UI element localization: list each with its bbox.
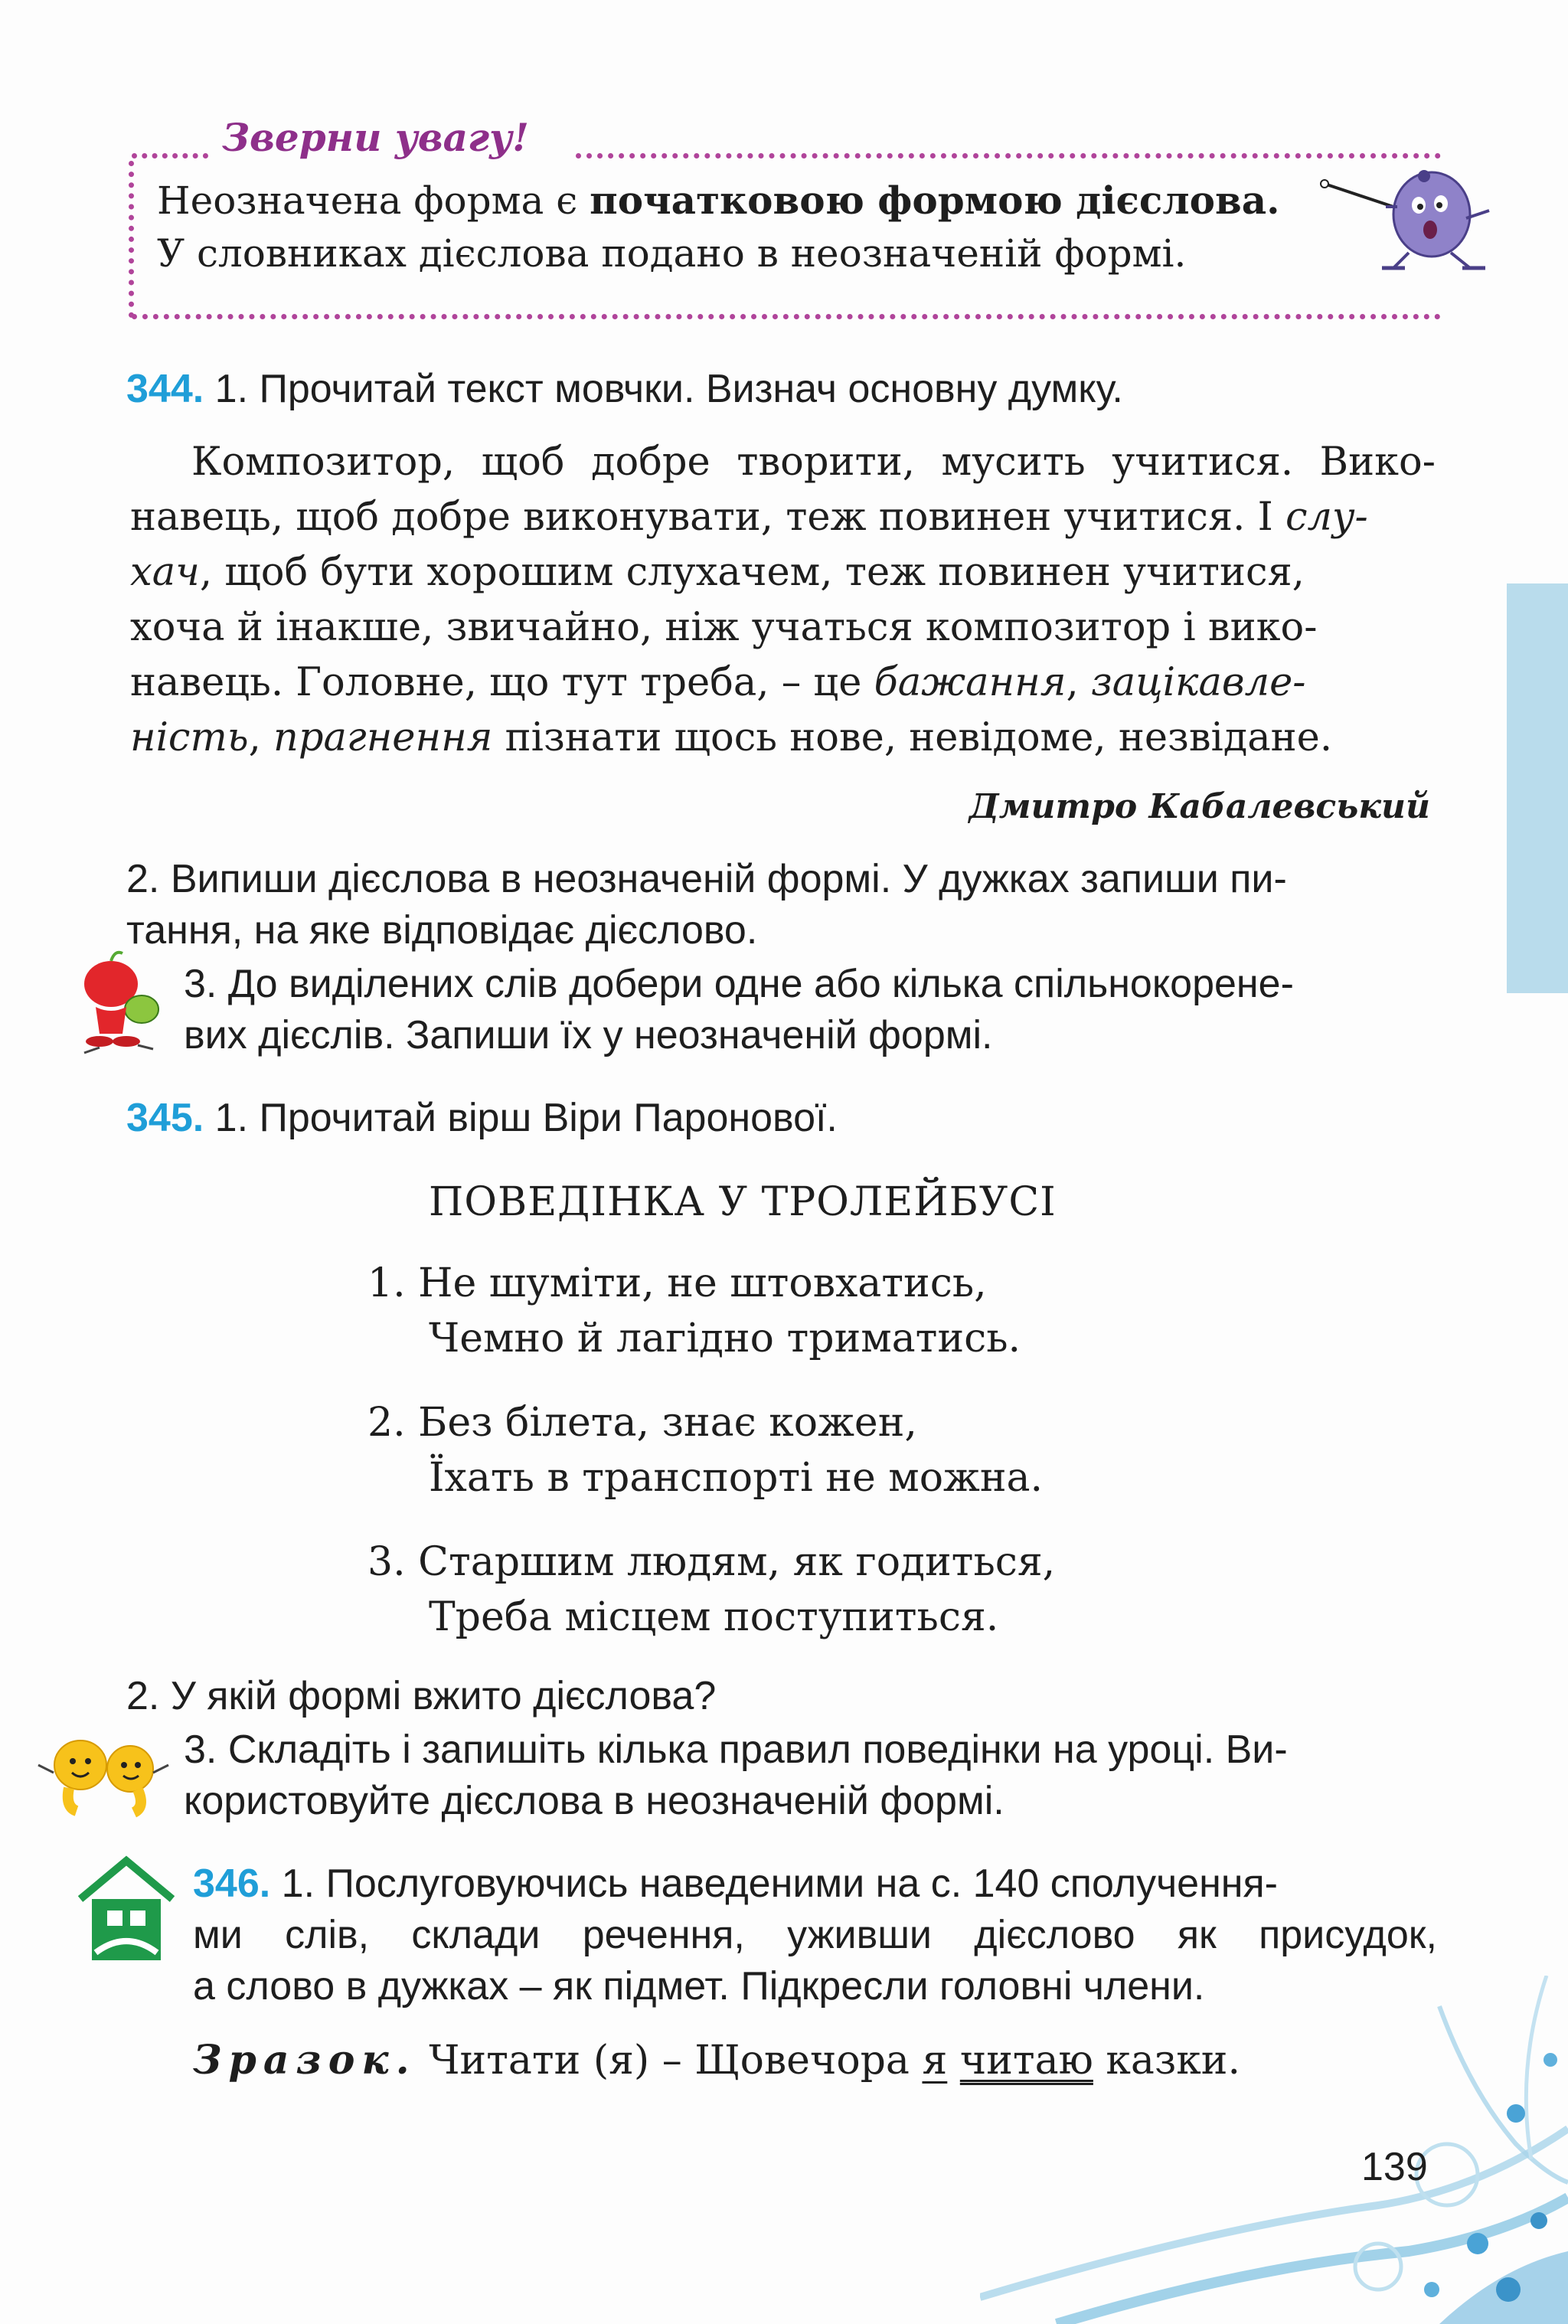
exercise-number: 344. (126, 367, 204, 411)
attention-border-bottom (132, 314, 1441, 319)
attention-border-left (129, 161, 134, 318)
exercise-346-task-1-line-3: а слово в дужках – як підмет. Підкресли головні члени. (193, 1964, 1205, 2009)
poem-title: ПОВЕДІНКА У ТРОЛЕЙБУСІ (429, 1179, 1057, 1225)
text-line: навець, щоб добре виконувати, теж повинен учитися. І слу- (130, 495, 1368, 540)
stanza-number: 3. (368, 1539, 406, 1585)
attention-title: Зверни увагу! (222, 115, 530, 160)
pointer-character-icon (1317, 153, 1516, 283)
exercise-344-task-2-line-1: 2. Випиши дієслова в неозначеній формі. У дужках запиши пи- (126, 857, 1287, 901)
task-text: 1. Прочитай вірш Віри Паронової. (214, 1096, 838, 1140)
attention-rule-line-2: У словниках дієслова подано в неозначеній формі. (157, 231, 1187, 276)
poem-stanza-2 (368, 1395, 1043, 1505)
attention-rule-line-1 (157, 178, 1280, 223)
poem-stanza-1 (368, 1256, 1021, 1366)
exercise-344-task-1 (126, 366, 1123, 412)
floral-corner-decoration-icon (980, 1976, 1568, 2324)
exercise-344-text (130, 435, 1436, 766)
sample-label: Зразок. (193, 2037, 416, 2084)
text-line: навець. Головне, що тут треба, – це бажання, зацікавле- (130, 660, 1306, 705)
text-line: хач, щоб бути хорошим слухачем, теж повинен учитися, (130, 550, 1305, 595)
stanza-number: 1. (368, 1260, 406, 1306)
sample-text: казки. (1093, 2038, 1240, 2084)
text-line: хоча й інакше, звичайно, ніж учаться композитор і вико- (130, 605, 1318, 650)
attention-border-top-right (576, 153, 1441, 159)
poem-line: Чемно й лагідно триматись. (429, 1316, 1021, 1361)
task-text: 1. Послуговуючись наведеними на с. 140 сполучення- (281, 1861, 1278, 1906)
exercise-345-task-1 (126, 1095, 838, 1141)
page-number: 139 (1361, 2145, 1428, 2189)
exercise-345-task-2: 2. У якій формі вжито дієслова? (126, 1674, 717, 1718)
exercise-345-task-3-line-2: користовуйте дієслова в неозначеній формі. (184, 1779, 1004, 1823)
poem-line: Старшим людям, як годиться, (418, 1539, 1056, 1585)
poem-line: Треба місцем поступиться. (429, 1594, 999, 1640)
task-text: 1. Прочитай текст мовчки. Визнач основну думку. (214, 367, 1123, 411)
sample-predicate: читаю (959, 2038, 1093, 2084)
poem-line: Не шуміти, не штовхатись, (418, 1260, 987, 1306)
author-signature: Дмитро Кабалевський (969, 787, 1430, 826)
homework-house-icon (73, 1853, 180, 1968)
exercise-346-task-1-line-1 (193, 1861, 1278, 1907)
exercise-346-task-1-line-2: ми слів, склади речення, уживши дієслово як присудок, (193, 1913, 1437, 1957)
apple-character-icon (69, 950, 176, 1064)
sample-text: Читати (я) – Щовечора (416, 2038, 923, 2084)
exercise-344-task-3-line-1: 3. До виділених слів добери одне або кілька спільнокорене- (184, 962, 1294, 1006)
text-line: Композитор, щоб добре творити, мусить учитися. Вико- (191, 440, 1436, 485)
poem-line: Без білета, знає кожен, (418, 1400, 917, 1446)
pair-characters-icon (23, 1727, 176, 1826)
exercise-number: 345. (126, 1096, 204, 1140)
exercise-344-task-3-line-2: вих дієслів. Запиши їх у неозначеній формі. (184, 1013, 993, 1057)
side-tab-marker (1507, 583, 1568, 993)
poem-line: Їхать в транспорті не можна. (429, 1455, 1044, 1501)
poem-stanza-3 (368, 1535, 1055, 1645)
exercise-344-task-2-line-2: тання, на яке відповідає дієслово. (126, 908, 758, 953)
rule-text: Неозначена форма є (157, 178, 590, 223)
attention-border-top-left (132, 153, 208, 159)
exercise-345-task-3-line-1: 3. Складіть і запишіть кілька правил поведінки на уроці. Ви- (184, 1727, 1288, 1772)
text-line: ність, прагнення пізнати щось нове, невідоме, незвідане. (130, 715, 1333, 760)
exercise-number: 346. (193, 1861, 271, 1906)
rule-text-bold: початковою формою дієслова. (590, 178, 1280, 223)
sample-subject: я (922, 2038, 948, 2084)
stanza-number: 2. (368, 1400, 406, 1446)
